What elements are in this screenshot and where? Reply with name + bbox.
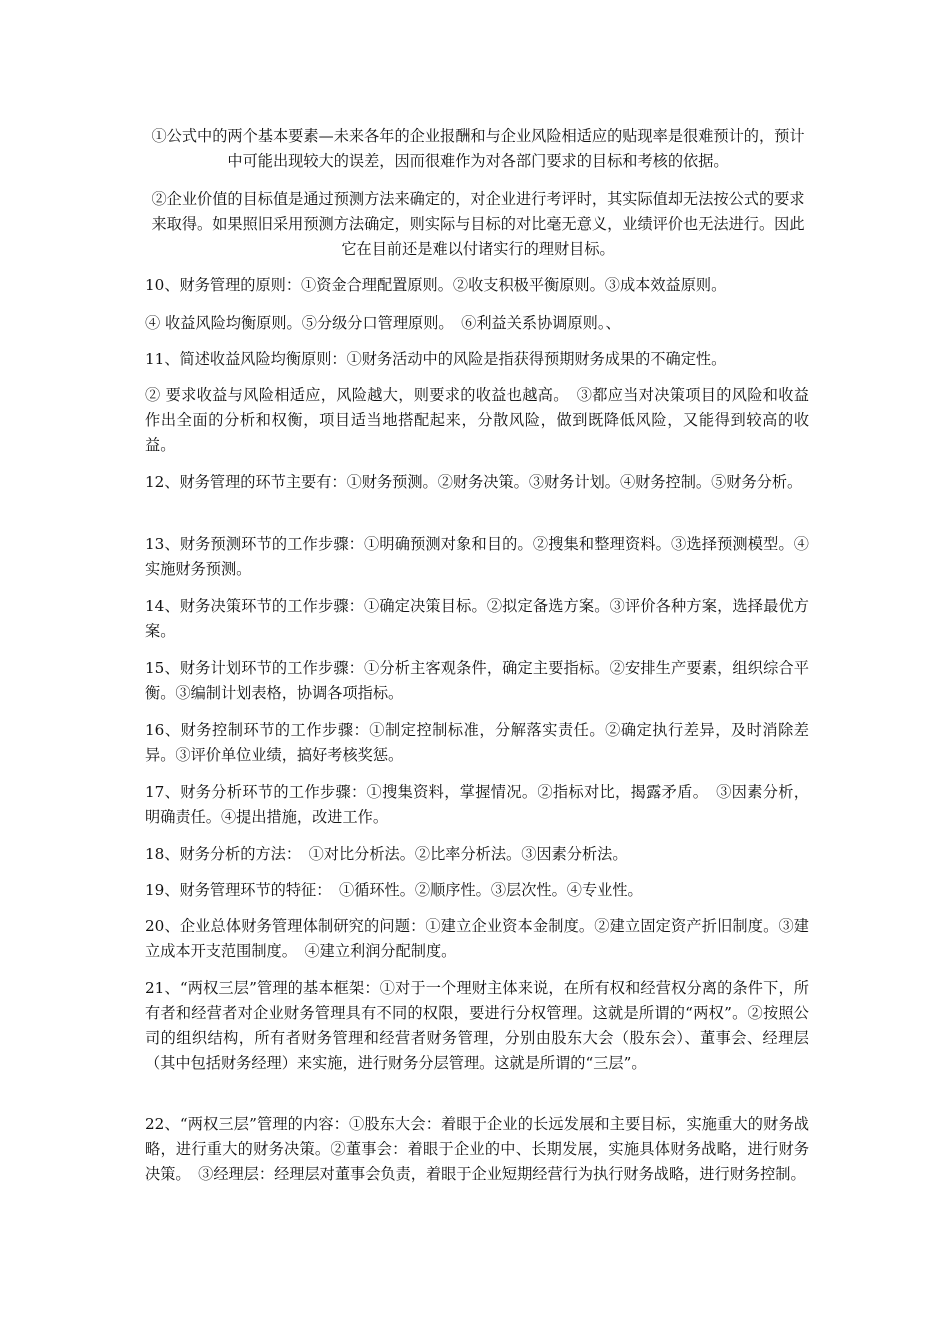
item-16: 16、财务控制环节的工作步骤：①制定控制标准，分解落实责任。②确定执行差异，及时消除差异。③评价单位业绩，搞好考核奖惩。 bbox=[145, 721, 809, 764]
item-12: 12、财务管理的环节主要有：①财务预测。②财务决策。③财务计划。④财务控制。⑤财务分析。 bbox=[145, 473, 803, 491]
item-10: 10、财务管理的原则：①资金合理配置原则。②收支积极平衡原则。③成本效益原则。 bbox=[145, 276, 727, 294]
item-13: 13、财务预测环节的工作步骤：①明确预测对象和目的。②搜集和整理资料。③选择预测模型。④实施财务预测。 bbox=[145, 535, 809, 578]
item-18: 18、财务分析的方法： ①对比分析法。②比率分析法。③因素分析法。 bbox=[145, 845, 628, 863]
item-10-continued: ④ 收益风险均衡原则。⑤分级分口管理原则。 ⑥利益关系协调原则。、 bbox=[145, 314, 621, 332]
item-14: 14、财务决策环节的工作步骤：①确定决策目标。②拟定备选方案。③评价各种方案，选择最优方案。 bbox=[145, 597, 809, 640]
item-22: 22、“两权三层”管理的内容：①股东大会：着眼于企业的长远发展和主要目标，实施重大的财务战略，进行重大的财务决策。②董事会：着眼于企业的中、长期发展，实施具体财务战略，进行财务决策。 ③经理层：经理层对董事会负责，着眼于企业短期经营行为执行财务战略，进行财务控制。 bbox=[145, 1115, 809, 1183]
intro-paragraph-1: ①公式中的两个基本要素—未来各年的企业报酬和与企业风险相适应的贴现率是很难预计的，预计中可能出现较大的误差，因而很难作为对各部门要求的目标和考核的依据。 bbox=[151, 127, 805, 170]
item-17: 17、财务分析环节的工作步骤：①搜集资料，掌握情况。②指标对比，揭露矛盾。 ③因素分析，明确责任。④提出措施，改进工作。 bbox=[145, 783, 809, 826]
item-11-continued: ② 要求收益与风险相适应，风险越大，则要求的收益也越高。 ③都应当对决策项目的风险和收益作出全面的分析和权衡，项目适当地搭配起来，分散风险，做到既降低风险，又能得到较高的收益。 bbox=[145, 386, 809, 454]
item-21: 21、“两权三层”管理的基本框架：①对于一个理财主体来说，在所有权和经营权分离的条件下，所有者和经营者对企业财务管理具有不同的权限，要进行分权管理。这就是所谓的“两权”。②按照公司的组织结构，所有者财务管理和经营者财务管理，分别由股东大会（股东会）、董事会、经理层（其中包括财务经理）来实施，进行财务分层管理。这就是所谓的“三层”。 bbox=[145, 979, 809, 1072]
item-15: 15、财务计划环节的工作步骤：①分析主客观条件，确定主要指标。②安排生产要素，组织综合平衡。③编制计划表格，协调各项指标。 bbox=[145, 659, 809, 702]
intro-paragraph-2: ②企业价值的目标值是通过预测方法来确定的，对企业进行考评时，其实际值却无法按公式的要求来取得。如果照旧采用预测方法确定，则实际与目标的对比毫无意义，业绩评价也无法进行。因此它在目前还是难以付诸实行的理财目标。 bbox=[151, 190, 805, 258]
item-11: 11、简述收益风险均衡原则：①财务活动中的风险是指获得预期财务成果的不确定性。 bbox=[145, 350, 727, 368]
item-20: 20、企业总体财务管理体制研究的问题：①建立企业资本金制度。②建立固定资产折旧制度。③建立成本开支范围制度。 ④建立利润分配制度。 bbox=[145, 917, 809, 960]
item-19: 19、财务管理环节的特征： ①循环性。②顺序性。③层次性。④专业性。 bbox=[145, 881, 643, 899]
